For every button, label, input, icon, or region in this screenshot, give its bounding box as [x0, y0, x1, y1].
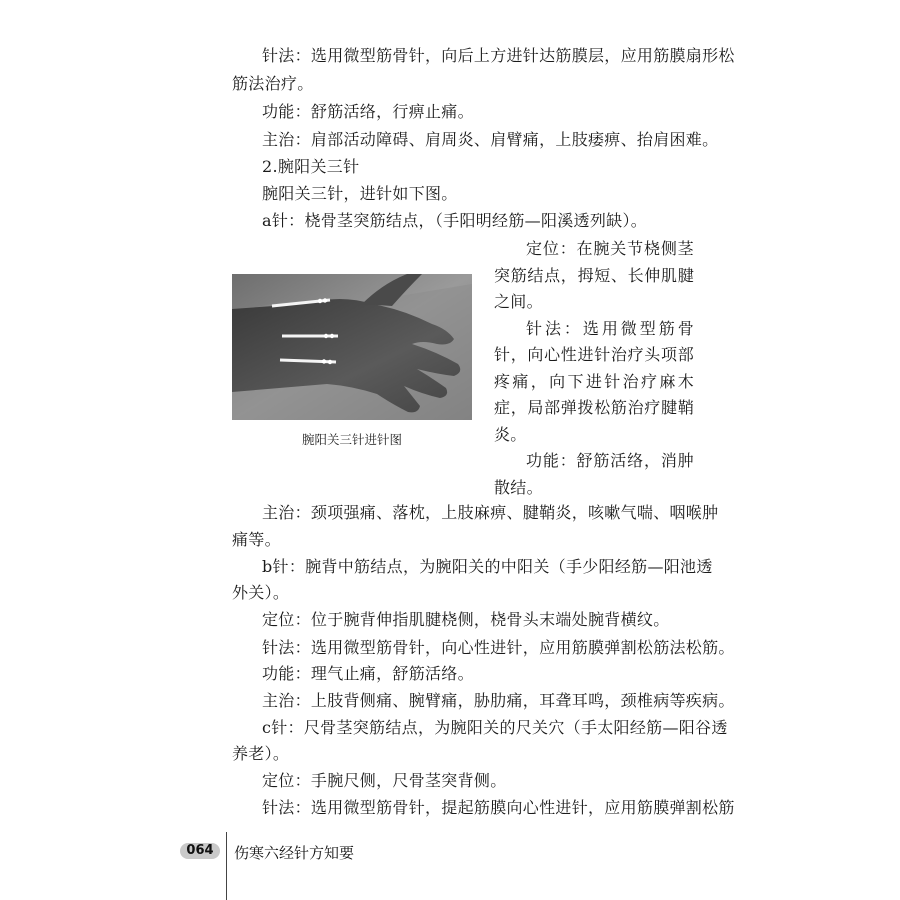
text-line: 主治：上肢背侧痛、腕臂痛，胁肋痛，耳聋耳鸣，颈椎病等疾病。 [262, 691, 735, 710]
footer-divider [226, 832, 227, 900]
text-line: 养老）。 [232, 744, 290, 763]
side-location: 定位：在腕关节桡侧茎突筋结点，拇短、长伸肌腱之间。 [494, 239, 694, 311]
section-heading: 2.腕阳关三针 [262, 157, 360, 176]
side-function: 功能：舒筋活络，消肿散结。 [494, 451, 694, 497]
text-line: 主治：颈项强痛、落枕，上肢麻痹、腱鞘炎，咳嗽气喘、咽喉肿 [262, 503, 719, 522]
text-line: 筋法治疗。 [232, 74, 314, 93]
text-line: 针法：选用微型筋骨针，提起筋膜向心性进针，应用筋膜弹割松筋 [262, 798, 735, 817]
figure-photo [232, 274, 472, 420]
text-line: c针：尺骨茎突筋结点，为腕阳关的尺关穴（手太阳经筋—阳谷透 [262, 718, 728, 737]
figure-caption: 腕阳关三针进针图 [301, 432, 402, 447]
text-line: b针：腕背中筋结点，为腕阳关的中阳关（手少阳经筋—阳池透 [262, 557, 713, 576]
side-technique: 针法：选用微型筋骨针，向心性进针治疗头项部疼痛，向下进针治疗麻木症，局部弹拨松筋治疗腱鞘炎。 [494, 318, 694, 444]
text-line: 腕阳关三针，进针如下图。 [262, 184, 458, 203]
text-line: a针：桡骨茎突筋结点，（手阳明经筋—阳溪透列缺）。 [262, 211, 648, 230]
page-number: 064 [180, 843, 220, 859]
text-line: 功能：舒筋活络，行痹止痛。 [262, 102, 474, 121]
side-column [494, 236, 694, 501]
text-line: 定位：手腕尺侧，尺骨茎突背侧。 [262, 771, 507, 790]
text-line: 定位：位于腕背伸指肌腱桡侧，桡骨头末端处腕背横纹。 [262, 610, 670, 629]
text-line: 针法：选用微型筋骨针，向后上方进针达筋膜层，应用筋膜扇形松 [262, 46, 735, 65]
text-line: 主治：肩部活动障碍、肩周炎、肩臂痛，上肢痿痹、抬肩困难。 [262, 130, 719, 149]
text-line: 痛等。 [232, 530, 281, 549]
running-head: 伤寒六经针方知要 [234, 844, 355, 862]
text-line: 针法：选用微型筋骨针，向心性进针，应用筋膜弹割松筋法松筋。 [262, 638, 735, 657]
hand-acupuncture-photo [232, 274, 472, 420]
text-line: 外关）。 [232, 583, 290, 602]
text-line: 功能：理气止痛，舒筋活络。 [262, 664, 474, 683]
